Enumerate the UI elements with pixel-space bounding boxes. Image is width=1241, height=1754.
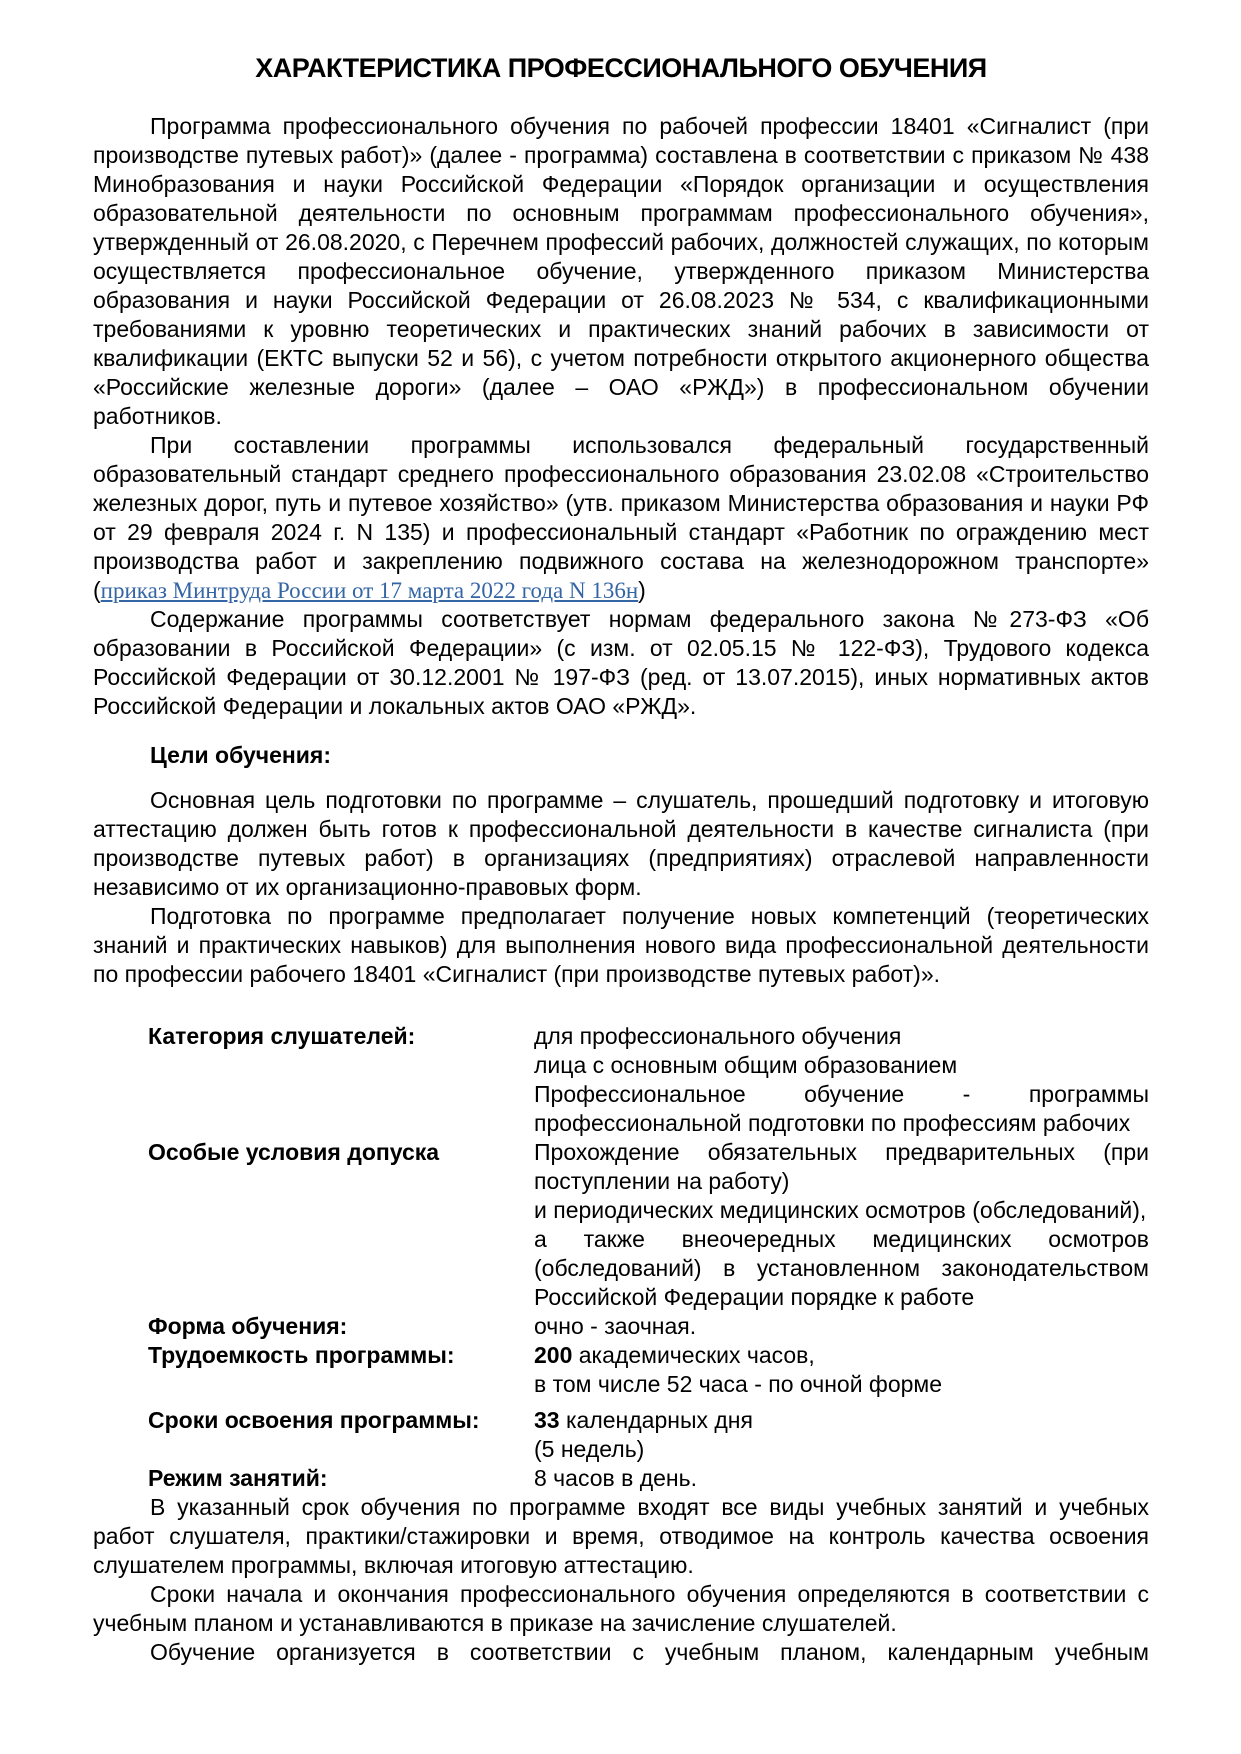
detail-value-category [534,1022,1149,1138]
detail-row-form [148,1312,1149,1341]
value-line [534,1341,1149,1370]
detail-row-category [148,1022,1149,1138]
competencies-paragraph: Подготовка по программе предполагает получение новых компетенций (теоретических знаний и практических навыков) для выполнения нового вида профессиональной деятельности по профессии рабочего 18401 «Сигналист (при производстве путевых работ)». [93,903,1149,987]
main-goal-paragraph: Основная цель подготовки по программе – слушатель, прошедший подготовку и итоговую аттестацию должен быть готов к профессиональной деятельности в качестве сигналиста (при производстве путевых работ) в организациях (предприятиях) отраслевой направленности независимо от их организационно-правовых форм. [93,787,1149,900]
duration-days-text: календарных дня [559,1407,753,1433]
detail-label-duration: Сроки освоения программы: [148,1407,480,1433]
goals-heading: Цели обучения: [150,742,332,768]
workload-hours-number: 200 [534,1342,573,1368]
detail-row-schedule [148,1464,1149,1493]
value-line: Российской Федерации порядке к работе [534,1284,975,1310]
value-line: очно - заочная. [534,1313,697,1339]
detail-value-workload [534,1341,1149,1399]
detail-value-admission [534,1138,1149,1312]
page-title: ХАРАКТЕРИСТИКА ПРОФЕССИОНАЛЬНОГО ОБУЧЕНИЯ [255,53,987,83]
value-line: в том числе 52 часа - по очной форме [534,1371,943,1397]
detail-value-form [534,1312,1149,1341]
start-end-dates-paragraph: Сроки начала и окончания профессионального обучения определяются в соответствии с учебным планом и устанавливаются в приказе на зачисление слушателей. [93,1581,1149,1636]
compliance-paragraph: Содержание программы соответствует нормам федерального закона №273-ФЗ «Об образовании в Российской Федерации» (с изм. от 02.05.15 № 122-ФЗ), Трудового кодекса Российской Федерации от 30.12.2001 № 197-ФЗ (ред. от 13.07.2015), иных нормативных актов Российской Федерации и локальных актов ОАО «РЖД». [93,606,1149,719]
value-line: и периодических медицинских осмотров (обследований), [534,1197,1147,1223]
value-line: Прохождение обязательных предварительных (при [534,1139,1149,1165]
value-line: (5 недель) [534,1436,645,1462]
detail-row-admission [148,1138,1149,1312]
detail-label-admission: Особые условия допуска [148,1139,440,1165]
program-details-list [148,1022,1149,1493]
standards-text-before-link: При составлении программы использовался федеральный государственный образовательный стандарт среднего профессионального образования 23.02.08 «Строительство железных дорог, путь и путевое хозяйство» (утв. приказом Министерства образования и науки РФ от 29 февраля 2024 г. N 135) и профессиональный стандарт «Работник по ограждению мест производства работ и закреплению подвижного состава на железнодорожном транспорте» ( [93,432,1149,603]
duration-days-number: 33 [534,1407,560,1433]
value-line: (обследований) в установленном законодательством [534,1255,1149,1281]
value-line: а также внеочередных медицинских осмотров [534,1226,1149,1252]
workload-hours-text: академических часов, [572,1342,815,1368]
standards-text-after-link: ) [638,577,646,603]
detail-label-category: Категория слушателей: [148,1023,416,1049]
mintrud-order-link[interactable]: приказ Минтруда России от 17 марта 2022 года N 136н [100,578,639,603]
value-line: Профессиональное обучение - программы [534,1081,1149,1107]
intro-paragraph: Программа профессионального обучения по рабочей профессии 18401 «Сигналист (при производстве путевых работ)» (далее - программа) составлена в соответствии с приказом № 438 Минобразования и науки Российской Федерации «Порядок организации и осуществления образовательной деятельности по основным программам профессионального обучения», утвержденный от 26.08.2020, с Перечнем профессий рабочих, должностей служащих, по которым осуществляется профессиональное обучение, утвержденного приказом Министерства образования и науки Российской Федерации от 26.08.2023 № 534, с квалификационными требованиями к уровню теоретических и практических знаний рабочих в зависимости от квалификации (ЕКТС выпуски 52 и 56), с учетом потребности открытого акционерного общества «Российские железные дороги» (далее – ОАО «РЖД») в профессиональном обучении работников. [93,113,1149,429]
detail-label-form: Форма обучения: [148,1313,348,1339]
standards-paragraph [93,431,1149,605]
value-line: профессиональной подготовки по профессиям рабочих [534,1110,1131,1136]
value-line: поступлении на работу) [534,1168,790,1194]
detail-value-duration [534,1406,1149,1464]
detail-row-duration [148,1406,1149,1464]
value-line: 8 часов в день. [534,1465,698,1491]
value-line [534,1406,1149,1435]
value-line: лица с основным общим образованием [534,1052,958,1078]
detail-row-workload [148,1341,1149,1399]
study-period-paragraph: В указанный срок обучения по программе входят все виды учебных занятий и учебных работ слушателя, практики/стажировки и время, отводимое на контроль качества освоения слушателем программы, включая итоговую аттестацию. [93,1494,1149,1578]
value-line: для профессионального обучения [534,1023,902,1049]
detail-value-schedule [534,1464,1149,1493]
detail-label-workload: Трудоемкость программы: [148,1342,455,1368]
organization-paragraph: Обучение организуется в соответствии с учебным планом, календарным учебным [150,1639,1149,1665]
detail-label-schedule: Режим занятий: [148,1465,328,1491]
